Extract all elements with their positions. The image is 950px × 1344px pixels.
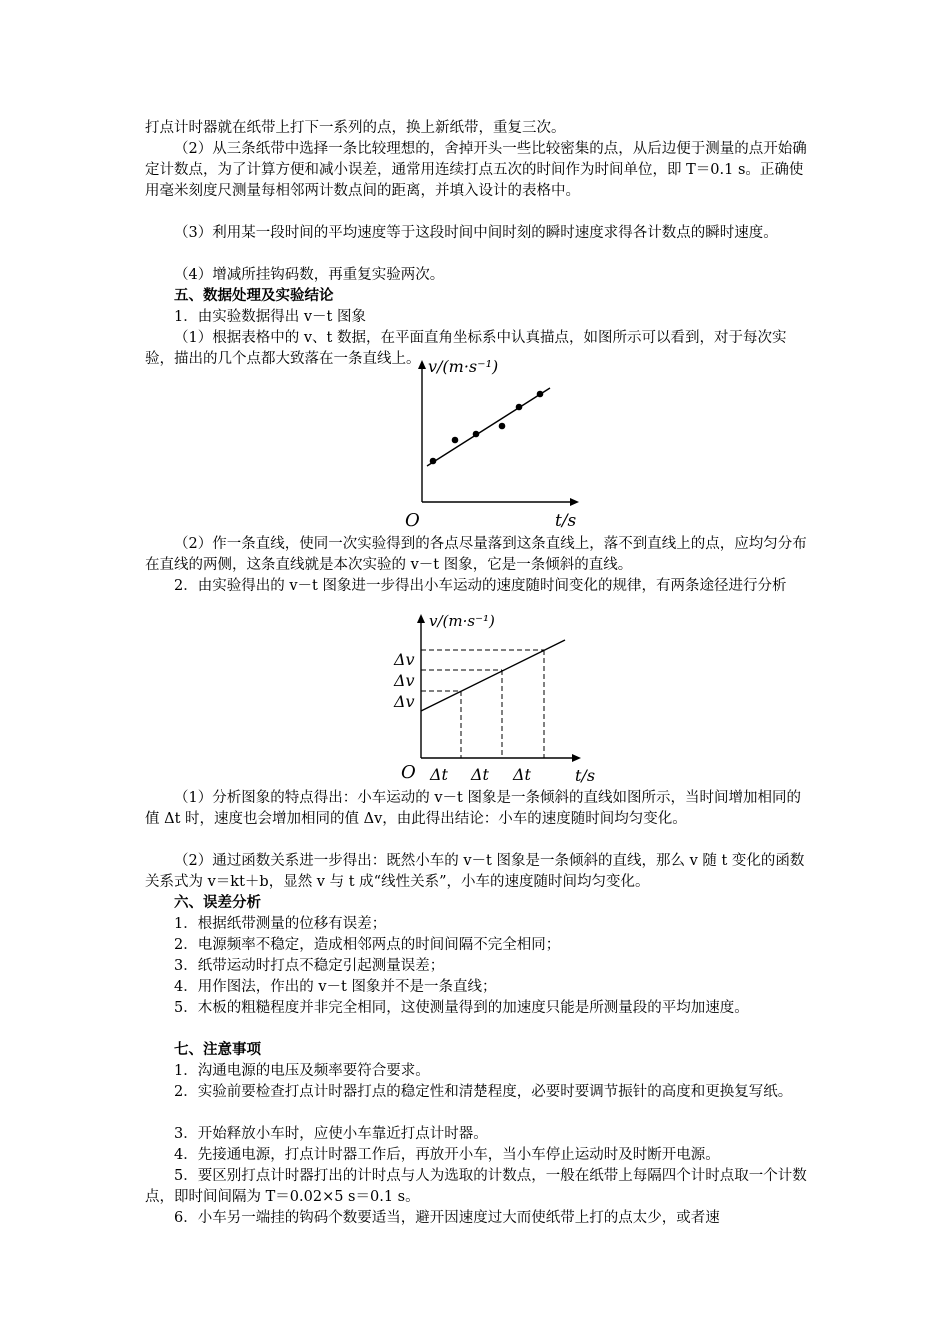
heading-section7: 七、注意事项 [174, 1042, 261, 1058]
data-point [537, 391, 544, 398]
data-point [473, 431, 480, 438]
x-axis-label: t/s [575, 766, 596, 785]
vt-line [421, 640, 565, 711]
paragraph-7-1: 1．沟通电源的电压及频率要符合要求。 [174, 1063, 430, 1079]
paragraph-7-4: 4．先接通电源，打点计时器工作后，再放开小车，当小车停止运动时及时断开电源。 [174, 1147, 720, 1163]
y-axis-arrow [418, 360, 426, 369]
paragraph-5-2: 2．由实验得出的 v－t 图象进一步得出小车运动的速度随时间变化的规律，有两条途径进行分析 [174, 578, 787, 594]
paragraph-5-1: 1．由实验数据得出 v－t 图象 [174, 309, 366, 325]
y-axis-arrow [417, 614, 425, 623]
paragraph-6-3: 3．纸带运动时打点不稳定引起测量误差； [174, 958, 445, 974]
delta-t-label: Δt [513, 765, 531, 784]
delta-v-label: Δv [394, 650, 415, 669]
y-axis-label: v/(m·s⁻¹) [428, 357, 499, 376]
heading-section5: 五、数据处理及实验结论 [174, 288, 334, 304]
guide-lines [421, 650, 544, 758]
paragraph-intro: 打点计时器就在纸带上打下一系列的点，换上新纸带，重复三次。 [145, 120, 566, 136]
x-axis-arrow [572, 754, 581, 762]
paragraph-5-2-1: （1）分析图象的特点得出：小车运动的 v－t 图象是一条倾斜的直线如图所示，当时间增加相同的值 Δt 时，速度也会增加相同的值 Δv，由此得出结论：小车的速度随时间均匀变化。 [145, 790, 801, 827]
figure-vt-scatter [395, 352, 595, 532]
paragraph-step2: （2）从三条纸带中选择一条比较理想的，舍掉开头一些比较密集的点，从后边便于测量的点开始确定计数点，为了计算方便和减小误差，通常用连续打点五次的时间作为时间单位，即 T＝0.1 s。正确使用毫米刻度尺测量每相邻两计数点间的距离，并填入设计的表格中。 [145, 141, 807, 199]
paragraph-5-1-1: （1）根据表格中的 v、t 数据，在平面直角坐标系中认真描点，如图所示可以看到，对于每次实验，描出的几个点都大致落在一条直线上。 [145, 330, 787, 367]
fit-line [427, 388, 550, 466]
data-point [499, 423, 506, 430]
x-axis-arrow [570, 498, 579, 506]
data-point [452, 437, 459, 444]
paragraph-6-5: 5．木板的粗糙程度并非完全相同，这使测量得到的加速度只能是所测量段的平均加速度。 [174, 1000, 749, 1016]
paragraph-step4: （4）增减所挂钩码数，再重复实验两次。 [174, 267, 445, 283]
delta-t-label: Δt [430, 765, 448, 784]
delta-v-label: Δv [394, 671, 415, 690]
paragraph-7-6: 6．小车另一端挂的钩码个数要适当，避开因速度过大而使纸带上打的点太少，或者速 [174, 1210, 720, 1226]
origin-label: O [401, 762, 416, 783]
origin-label: O [405, 510, 420, 531]
paragraph-6-1: 1．根据纸带测量的位移有误差； [174, 916, 387, 932]
paragraph-5-1-2: （2）作一条直线，使同一次实验得到的各点尽量落到这条直线上，落不到直线上的点，应均匀分布在直线的两侧，这条直线就是本次实验的 v－t 图象，它是一条倾斜的直线。 [145, 536, 807, 573]
delta-t-label: Δt [471, 765, 489, 784]
data-point [430, 458, 437, 465]
paragraph-6-4: 4．用作图法，作出的 v－t 图象并不是一条直线； [174, 979, 497, 995]
paragraph-6-2: 2．电源频率不稳定，造成相邻两点的时间间隔不完全相同； [174, 937, 561, 953]
heading-section6: 六、误差分析 [174, 895, 261, 911]
y-axis-label: v/(m·s⁻¹) [429, 612, 495, 630]
paragraph-5-2-2: （2）通过函数关系进一步得出：既然小车的 v－t 图象是一条倾斜的直线，那么 v 随 t 变化的函数关系式为 v＝kt＋b，显然 v 与 t 成“线性关系”，小车的速度随时间均匀变化。 [145, 853, 805, 890]
paragraph-7-2: 2．实验前要检查打点计时器打点的稳定性和清楚程度，必要时要调节振针的高度和更换复写纸。 [174, 1084, 793, 1100]
data-point [516, 404, 523, 411]
delta-v-label: Δv [394, 692, 415, 711]
x-axis-label: t/s [555, 511, 577, 531]
paragraph-7-5: 5．要区别打点计时器打出的计时点与人为选取的计数点，一般在纸带上每隔四个计时点取一个计数点，即时间间隔为 T＝0.02×5 s＝0.1 s。 [145, 1168, 807, 1205]
figure-vt-delta [385, 610, 615, 790]
paragraph-step3: （3）利用某一段时间的平均速度等于这段时间中间时刻的瞬时速度求得各计数点的瞬时速度。 [174, 225, 778, 241]
paragraph-7-3: 3．开始释放小车时，应使小车靠近打点计时器。 [174, 1126, 488, 1142]
